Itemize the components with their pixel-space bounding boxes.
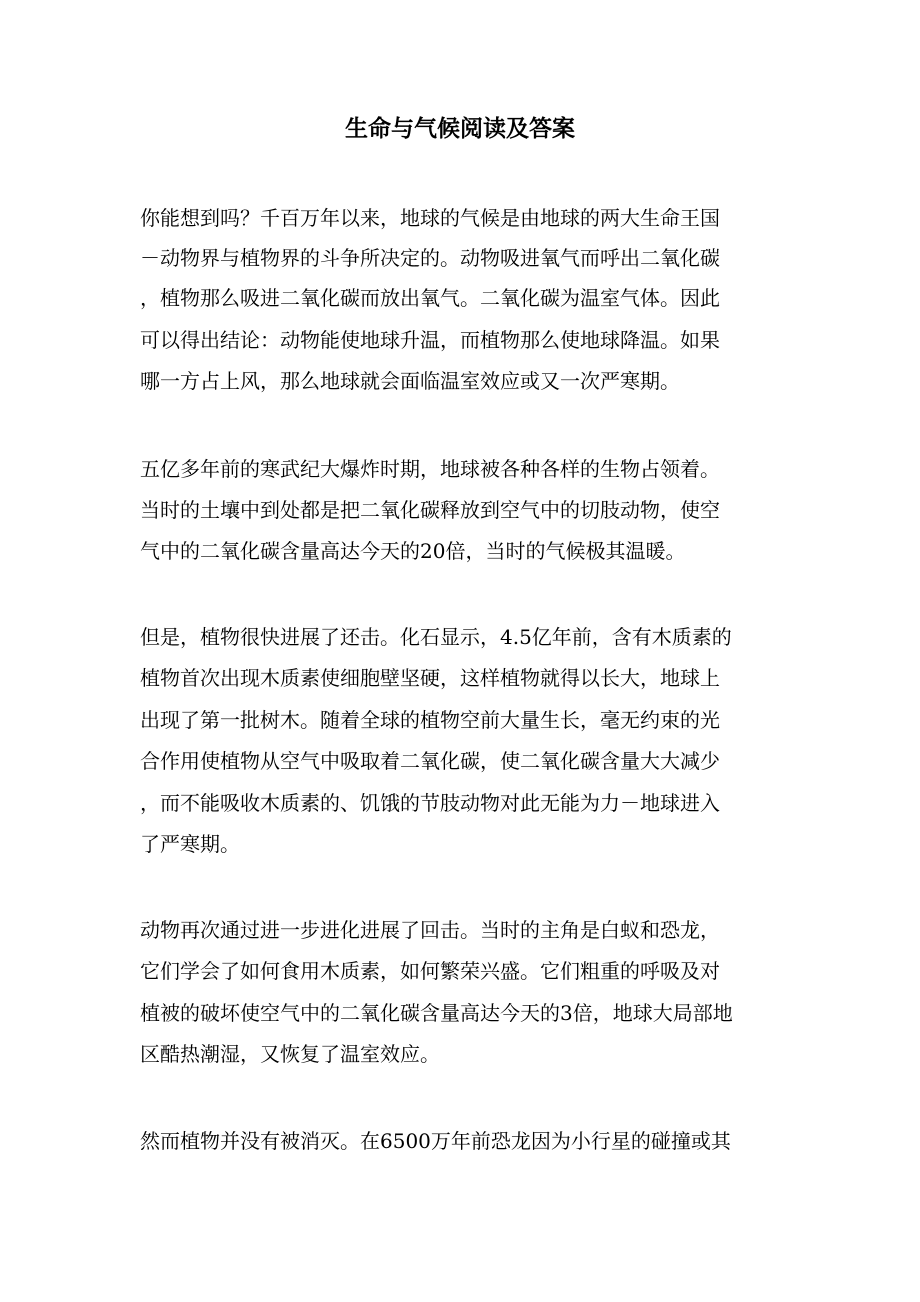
text-line: 五亿多年前的寒武纪大爆炸时期，地球被各种各样的生物占领着。 — [140, 457, 720, 481]
text-line: 植物首次出现木质素使细胞壁坚硬，这样植物就得以长大，地球上 — [140, 666, 720, 690]
text-line: 你能想到吗？千百万年以来，地球的气候是由地球的两大生命王国 — [140, 206, 720, 230]
text-line: 哪一方占上风，那么地球就会面临温室效应或又一次严寒期。 — [140, 369, 680, 393]
text-line: 气中的二氧化碳含量高达今天的20倍，当时的气候极其温暖。 — [140, 539, 686, 563]
text-line: ，而不能吸收木质素的、饥饿的节肢动物对此无能为力－地球进入 — [140, 791, 720, 815]
text-line: 可以得出结论：动物能使地球升温，而植物那么使地球降温。如果 — [140, 328, 720, 352]
text-line: 动物再次通过进一步进化进展了回击。当时的主角是白蚁和恐龙， — [140, 918, 720, 942]
text-line: ，植物那么吸进二氧化碳而放出氧气。二氧化碳为温室气体。因此 — [140, 286, 720, 310]
text-line: 了严寒期。 — [140, 832, 240, 856]
text-line: 植被的破坏使空气中的二氧化碳含量高达今天的3倍，地球大局部地 — [140, 1001, 733, 1025]
text-line: 出现了第一批树木。随着全球的植物空前大量生长，毫无约束的光 — [140, 708, 720, 732]
text-line: 区酷热潮湿，又恢复了温室效应。 — [140, 1042, 440, 1066]
text-line: 但是，植物很快进展了还击。化石显示，4.5亿年前，含有木质素的 — [140, 625, 732, 649]
text-line: 合作用使植物从空气中吸取着二氧化碳，使二氧化碳含量大大减少 — [140, 749, 720, 773]
text-line: 然而植物并没有被消灭。在6500万年前恐龙因为小行星的碰撞或其 — [140, 1129, 731, 1153]
text-line: 当时的土壤中到处都是把二氧化碳释放到空气中的切肢动物，使空 — [140, 498, 720, 522]
text-line: －动物界与植物界的斗争所决定的。动物吸进氧气而呼出二氧化碳 — [140, 246, 720, 270]
document-title: 生命与气候阅读及答案 — [345, 115, 575, 142]
text-line: 它们学会了如何食用木质素，如何繁荣兴盛。它们粗重的呼吸及对 — [140, 959, 720, 983]
